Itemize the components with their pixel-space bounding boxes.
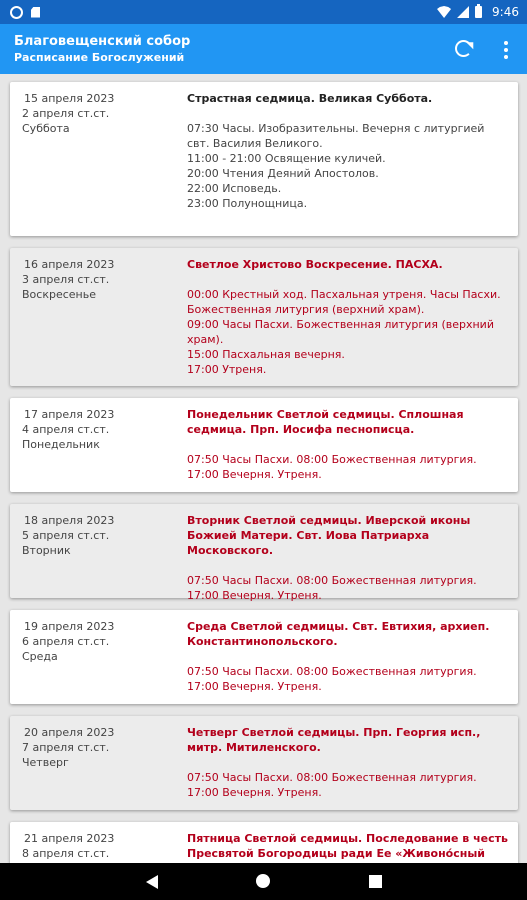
service-line: 07:30 Часы. Изобразительны. Вечерня с литургией свт. Василия Великого.: [187, 122, 485, 150]
feast-title: Страстная седмица. Великая Суббота.: [187, 92, 433, 105]
service-line: 07:50 Часы Пасхи. 08:00 Божественная литургия.: [187, 665, 477, 678]
date-block: [22, 725, 182, 770]
service-line: 23:00 Полунощница.: [187, 197, 308, 210]
wifi-icon: [437, 6, 451, 18]
old-style-date: 8 апреля ст.ст.: [22, 847, 110, 860]
old-style-date: 6 апреля ст.ст.: [22, 635, 110, 648]
service-line: 17:00 Вечерня. Утреня.: [187, 680, 322, 693]
service-schedule: [187, 664, 509, 694]
refresh-icon[interactable]: [455, 40, 472, 57]
weekday: Воскресенье: [22, 288, 96, 301]
service-line: 07:50 Часы Пасхи. 08:00 Божественная литургия.: [187, 453, 477, 466]
sd-card-icon: [31, 7, 40, 18]
more-vert-icon[interactable]: [500, 41, 512, 59]
service-line: 11:00 - 21:00 Освящение куличей.: [187, 152, 386, 165]
weekday: Понедельник: [22, 438, 100, 451]
old-style-date: 4 апреля ст.ст.: [22, 423, 110, 436]
card-content: [187, 257, 509, 377]
service-line: 17:00 Вечерня. Утреня.: [187, 786, 322, 799]
schedule-card[interactable]: [10, 610, 518, 704]
schedule-card[interactable]: [10, 398, 518, 492]
date-block: [22, 407, 182, 452]
weekday: Вторник: [22, 544, 71, 557]
schedule-card[interactable]: [10, 248, 518, 386]
old-style-date: 2 апреля ст.ст.: [22, 107, 110, 120]
card-content: [187, 725, 509, 800]
service-line: 07:50 Часы Пасхи. 08:00 Божественная литургия.: [187, 574, 477, 587]
date-block: [22, 91, 182, 136]
service-schedule: [187, 573, 509, 603]
old-style-date: 7 апреля ст.ст.: [22, 741, 110, 754]
notification-ring-icon: [10, 6, 23, 19]
date: 16 апреля 2023: [24, 258, 115, 271]
service-line: 00:00 Крестный ход. Пасхальная утреня. Часы Пасхи. Божественная литургия (верхний храм).: [187, 288, 501, 316]
date-block: [22, 513, 182, 558]
card-content: [187, 831, 509, 863]
service-schedule: [187, 287, 509, 377]
feast-title: Светлое Христово Воскресение. ПАСХА.: [187, 258, 443, 271]
date: 21 апреля 2023: [24, 832, 115, 845]
service-line: 07:50 Часы Пасхи. 08:00 Божественная литургия.: [187, 771, 477, 784]
service-schedule: [187, 770, 509, 800]
old-style-date: 5 апреля ст.ст.: [22, 529, 110, 542]
date-block: [22, 831, 182, 861]
service-line: 20:00 Чтения Деяний Апостолов.: [187, 167, 379, 180]
weekday: Суббота: [22, 122, 70, 135]
weekday: Четверг: [22, 756, 69, 769]
weekday: Среда: [22, 650, 58, 663]
date: 19 апреля 2023: [24, 620, 115, 633]
feast-title: Понедельник Светлой седмицы. Сплошная седмица. Прп. Иосифа песнописца.: [187, 408, 464, 436]
date: 18 апреля 2023: [24, 514, 115, 527]
date: 15 апреля 2023: [24, 92, 115, 105]
status-bar: [0, 0, 527, 24]
feast-title: Среда Светлой седмицы. Свт. Евтихия, архиеп. Константинопольского.: [187, 620, 490, 648]
schedule-list[interactable]: [0, 74, 527, 863]
service-line: 09:00 Часы Пасхи. Божественная литургия (верхний храм).: [187, 318, 494, 346]
service-line: 22:00 Исповедь.: [187, 182, 282, 195]
card-content: [187, 619, 509, 694]
service-schedule: [187, 452, 509, 482]
old-style-date: 3 апреля ст.ст.: [22, 273, 110, 286]
app-bar: [0, 24, 527, 74]
schedule-card[interactable]: [10, 822, 518, 863]
schedule-card[interactable]: [10, 504, 518, 602]
card-content: [187, 91, 509, 211]
feast-title: Четверг Светлой седмицы. Прп. Георгия исп., митр. Митиленского.: [187, 726, 481, 754]
app-subtitle: Расписание Богослужений: [14, 51, 185, 64]
feast-title: Пятница Светлой седмицы. Последование в честь Пресвятой Богородицы ради Ее «Живоно́сный: [187, 832, 508, 860]
date-block: [22, 257, 182, 302]
signal-icon: [457, 6, 469, 18]
date: 17 апреля 2023: [24, 408, 115, 421]
navigation-bar: [0, 863, 527, 900]
battery-icon: [475, 6, 482, 18]
service-line: 17:00 Утреня.: [187, 363, 267, 376]
back-icon[interactable]: [146, 875, 158, 889]
clock: 9:46: [492, 5, 519, 19]
service-line: 17:00 Вечерня. Утреня.: [187, 468, 322, 481]
service-schedule: [187, 121, 509, 211]
service-line: 15:00 Пасхальная вечерня.: [187, 348, 345, 361]
app-title: Благовещенский собор: [14, 34, 191, 49]
card-content: [187, 407, 509, 482]
date: 20 апреля 2023: [24, 726, 115, 739]
schedule-card[interactable]: [10, 716, 518, 810]
home-icon[interactable]: [256, 874, 270, 888]
date-block: [22, 619, 182, 664]
service-line: 17:00 Вечерня. Утреня.: [187, 589, 322, 602]
recent-apps-icon[interactable]: [369, 875, 382, 888]
feast-title: Вторник Светлой седмицы. Иверской иконы Божией Матери. Свт. Иова Патриарха Московского.: [187, 514, 471, 557]
schedule-card[interactable]: [10, 82, 518, 236]
card-content: [187, 513, 509, 603]
